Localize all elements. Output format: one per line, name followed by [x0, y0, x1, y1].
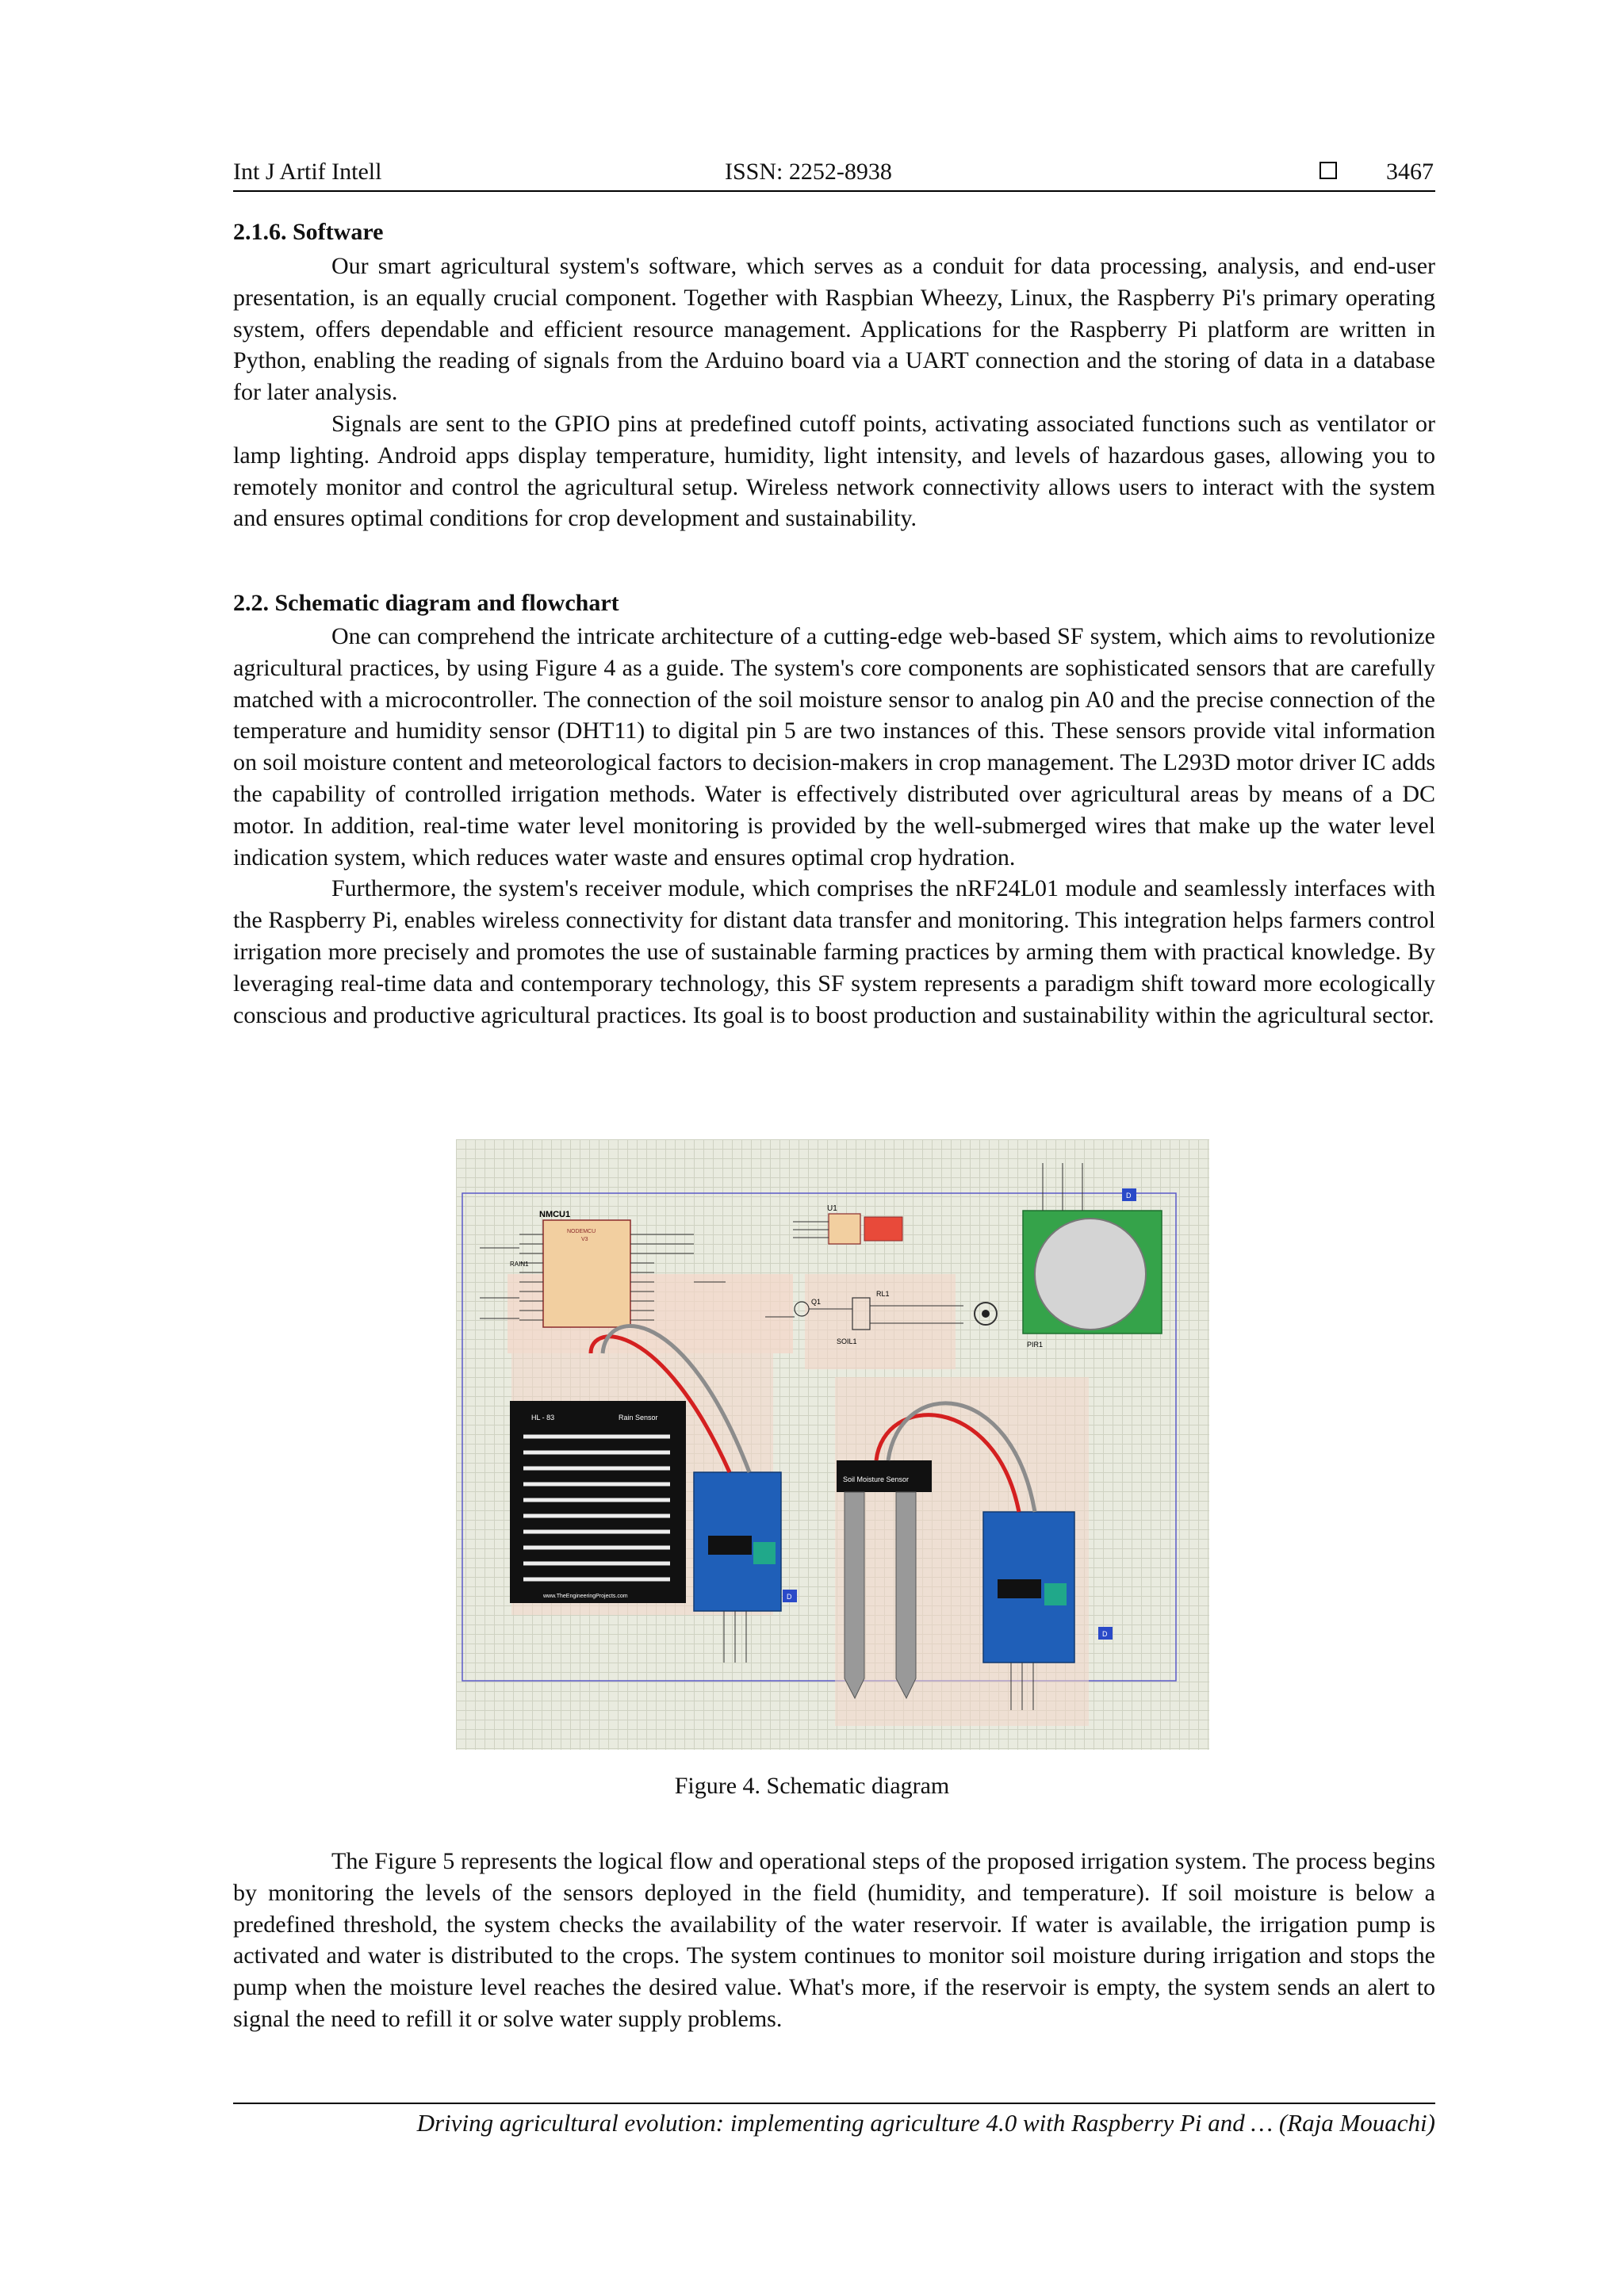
square-bullet-icon — [1320, 162, 1337, 179]
rain-module-pot — [753, 1542, 776, 1564]
paragraph: Furthermore, the system's receiver module, which comprises the nRF24L01 module and seamlessly interfaces with the Raspberry Pi, enables wireless connectivity for distant data transfer and monitoring. This integration helps farmers control irrigation more precisely and promotes the use of sustainable farming practices by arming them with practical knowledge. By leveraging real-time data and contemporary technology, this SF system represents a paradigm shift toward more ecologically conscious and productive agricultural practices. Its goal is to boost production and sustainability within the agricultural sector. — [233, 875, 1435, 1028]
paragraph: One can comprehend the intricate architecture of a cutting-edge web-based SF system, which aims to revolutionize agricultural practices, by using Figure 4 as a guide. The system's core components are sophisticated sensors that are carefully matched with a microcontroller. The connection of the soil moisture sensor to analog pin A0 and the precise connection of the temperature and humidity sensor (DHT11) to digital pin 5 are two instances of this. These sensors provide vital information on soil moisture content and meteorological factors to decision-makers in crop management. The L293D motor driver IC adds the capability of controlled irrigation methods. Water is effectively distributed over agricultural areas by means of a DC motor. In addition, real-time water level monitoring is provided by the well-submerged wires that make up the water level indication system, which reduces water waste and ensures optimal crop hydration. — [233, 623, 1435, 871]
soil-probe-right — [896, 1492, 916, 1698]
running-header — [233, 154, 1435, 192]
dht11-chip — [829, 1214, 860, 1244]
figure5-body — [233, 1846, 1435, 2035]
soil1-label: SOIL1 — [837, 1337, 857, 1345]
schematic-figure — [456, 1139, 1209, 1750]
rain-sensor-label: Rain Sensor — [619, 1414, 658, 1422]
u1-label: U1 — [827, 1204, 837, 1213]
page-number: 3467 — [1386, 159, 1434, 185]
nmcu-label: NMCU1 — [539, 1210, 571, 1219]
soil-module-pot — [1044, 1583, 1067, 1605]
schematic-diagram — [456, 1139, 1209, 1750]
journal-name: Int J Artif Intell — [233, 159, 382, 185]
issn: ISSN: 2252-8938 — [725, 159, 892, 185]
paragraph: Signals are sent to the GPIO pins at predefined cutoff points, activating associated functions such as ventilator or lamp lighting. Android apps display temperature, humidity, light intensity, and levels of hazardous gases, allowing you to remotely monitor and control the agricultural setup. Wireless network connectivity allows users to interact with the system and ensures optimal conditions for crop development and sustainability. — [233, 410, 1435, 532]
soil-module-ic — [998, 1579, 1041, 1598]
hl83-label: HL - 83 — [531, 1414, 555, 1422]
dht11-module — [864, 1217, 902, 1241]
relay-zone — [805, 1274, 956, 1369]
section-software-body — [233, 251, 1435, 534]
section-heading-schematic: 2.2. Schematic diagram and flowchart — [233, 590, 619, 616]
soil-d-marker: D — [1102, 1630, 1108, 1638]
pir-dome — [1035, 1219, 1146, 1330]
paragraph: Our smart agricultural system's software, which serves as a conduit for data processing, analysis, and end-user presentation, is an equally crucial component. Together with Raspbian Wheezy, Linux, the Raspberry Pi's primary operating system, offers dependable and efficient resource management. Applications for the Raspberry Pi platform are written in Python, enabling the reading of signals from the Arduino board via a UART connection and the storing of data in a database for later analysis. — [233, 253, 1435, 406]
soil-probe-left — [845, 1492, 864, 1698]
q1-label: Q1 — [811, 1298, 822, 1306]
pir1-label: PIR1 — [1027, 1341, 1044, 1349]
pir-d-marker: D — [1126, 1192, 1132, 1200]
section-heading-software: 2.1.6. Software — [233, 219, 384, 245]
rl1-label: RL1 — [876, 1290, 890, 1298]
rain-module-ic — [708, 1536, 752, 1555]
motor-center — [982, 1310, 990, 1318]
nodemcu-label: NODEMCU — [567, 1229, 596, 1234]
rain-label: RAIN1 — [510, 1261, 529, 1268]
figure-caption: Figure 4. Schematic diagram — [674, 1773, 950, 1799]
soil-sensor-label: Soil Moisture Sensor — [843, 1475, 910, 1483]
rain-website-label: www.TheEngineeringProjects.com — [543, 1594, 628, 1599]
rain-d-marker: D — [787, 1593, 792, 1601]
section-schematic-body — [233, 621, 1435, 1031]
running-footer: Driving agricultural evolution: implementing agriculture 4.0 with Raspberry Pi and … (Raja Mouachi) — [233, 2103, 1435, 2137]
nodemcu-v3-label: V3 — [581, 1237, 588, 1242]
paragraph: The Figure 5 represents the logical flow and operational steps of the proposed irrigation system. The process begins by monitoring the levels of the sensors deployed in the field (humidity, and temperature). If soil moisture is below a predefined threshold, the system checks the availability of the water reservoir. If water is available, the irrigation pump is activated and water is distributed to the crops. The system continues to monitor soil moisture during irrigation and stops the pump when the moisture level reaches the desired value. What's more, if the reservoir is empty, the system sends an alert to signal the need to refill it or solve water supply problems. — [233, 1848, 1435, 2032]
